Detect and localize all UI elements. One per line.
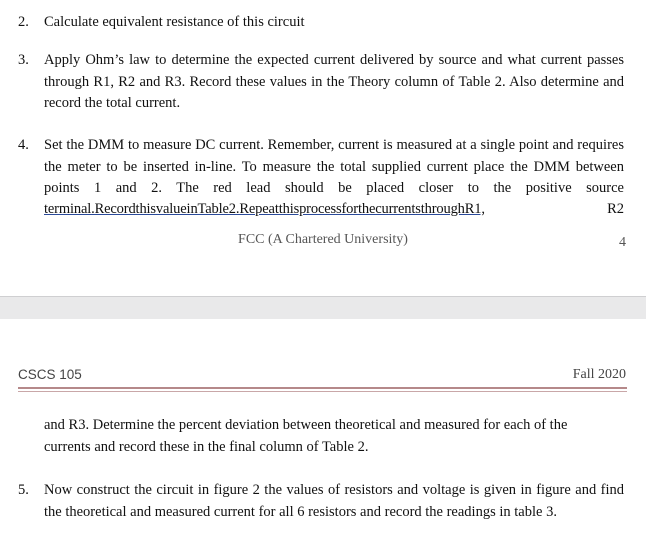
line-end-text: R2 xyxy=(607,201,624,217)
list-text: Now construct the circuit in figure 2 the values of resistors and voltage is given in figure and find the theoretical and measured current for all 6 resistors and record the readings in table 3. xyxy=(44,482,624,520)
header-course: CSCS 105 xyxy=(18,367,82,382)
list-number: 4. xyxy=(18,137,29,153)
header-rule-thin xyxy=(18,391,627,392)
list-number: 2. xyxy=(18,14,29,30)
continued-paragraph: and R3. Determine the percent deviation between theoretical and measured for each of the currents and record these in the final column of Table 2. xyxy=(44,417,568,455)
list-text-last-line xyxy=(44,199,624,220)
header-term: Fall 2020 xyxy=(572,367,626,382)
list-text: Set the DMM to measure DC current. Remember, current is measured at a single point and requires the meter to be inserted in-line. To measure the total supplied current place the DMM between points 1 and 2. The red lead should be placed closer to the positive source xyxy=(44,137,624,196)
list-text: Apply Ohm’s law to determine the expected current delivered by source and what current passes through R1, R2 and R3. Record these values in the Theory column of Table 2. Also determine and record the total current. xyxy=(44,52,624,111)
page-number: 4 xyxy=(619,235,626,250)
list-text: Calculate equivalent resistance of this circuit xyxy=(44,14,305,30)
page-gap xyxy=(0,296,646,320)
list-number: 5. xyxy=(18,482,29,498)
underlined-text: terminal.RecordthisvalueinTable2.RepeatthisprocessforthecurrentsthroughR1, xyxy=(44,201,485,217)
header-rule xyxy=(18,387,627,389)
page-footer: FCC (A Chartered University) xyxy=(238,232,408,247)
list-number: 3. xyxy=(18,52,29,68)
